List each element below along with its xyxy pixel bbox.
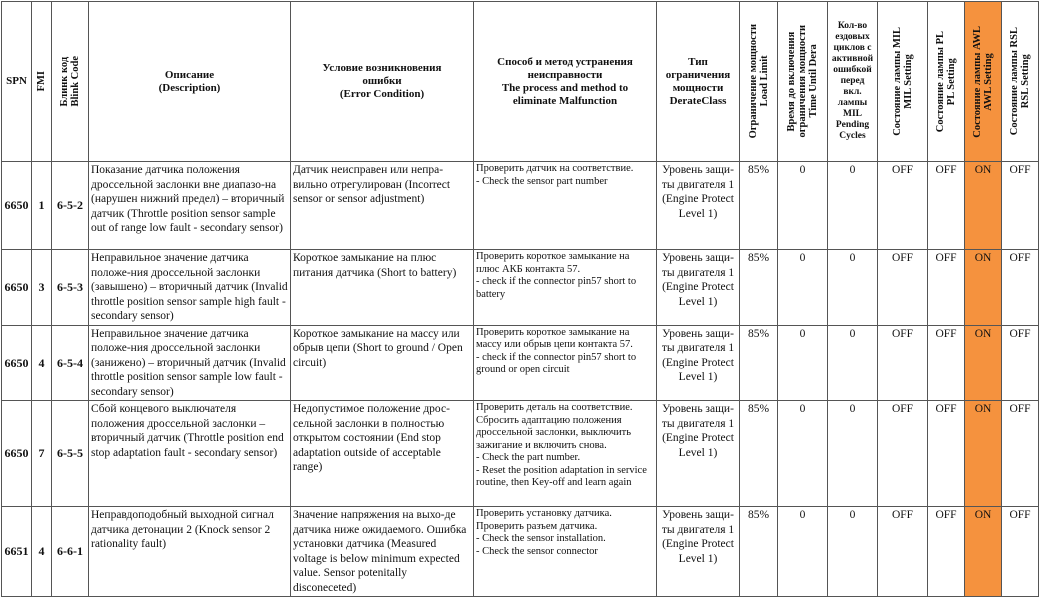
table-row: [2, 507, 1039, 597]
header-spn: SPN: [2, 2, 32, 162]
awl-cell: ON: [965, 325, 1002, 401]
awl-cell: ON: [965, 507, 1002, 597]
spn-cell: 6651: [2, 507, 32, 597]
header-derate-class: Тип ограничения мощности DerateClass: [657, 2, 740, 162]
condition-cell: Значение напряжения на выхо-де датчика ниже ожидаемого. Ошибка установки датчика (Measured voltage is below minimum expected value. Sensor potenitally disconeceted): [291, 507, 474, 597]
table-row: [2, 325, 1039, 401]
load-limit-cell: 85%: [740, 250, 778, 326]
mil-cell: OFF: [878, 325, 928, 401]
header-load-limit: Ограничение мощности Load Limit: [740, 2, 778, 162]
condition-cell: Недопустимое положение дрос-сельной заслонки в полностью открытом состоянии (End stop adaptation outside of acceptable range): [291, 401, 474, 507]
load-limit-cell: 85%: [740, 162, 778, 250]
pending-cycles-cell: 0: [828, 250, 878, 326]
blink-code-cell: 6-5-4: [52, 325, 89, 401]
time-until-derate-cell: 0: [778, 507, 828, 597]
method-cell: Проверить деталь на соответствие. Сбросить адаптацию положения дроссельной заслонки, выключить зажигание и включить снова. - Check the part number. - Reset the position adaptation in service routine, then Key-off and learn again: [474, 401, 657, 507]
rsl-cell: OFF: [1002, 507, 1039, 597]
fmi-cell: 7: [32, 401, 52, 507]
derate-class-cell: Уровень защи-ты двигателя 1 (Engine Protect Level 1): [657, 325, 740, 401]
mil-cell: OFF: [878, 250, 928, 326]
header-error-condition: Условие возникновения ошибки (Error Condition): [291, 2, 474, 162]
spn-cell: 6650: [2, 162, 32, 250]
pl-cell: OFF: [928, 250, 965, 326]
blink-code-cell: 6-5-3: [52, 250, 89, 326]
table-row: [2, 162, 1039, 250]
description-cell: Показание датчика положения дроссельной заслонки вне диапазо-на (нарушен нижний предел) – вторичный датчик (Throttle position sensor sample out of range low fault - secondary sensor): [89, 162, 291, 250]
spn-cell: 6650: [2, 401, 32, 507]
spn-cell: 6650: [2, 250, 32, 326]
method-cell: Проверить датчик на соответствие. - Check the sensor part number: [474, 162, 657, 250]
pl-cell: OFF: [928, 401, 965, 507]
mil-cell: OFF: [878, 507, 928, 597]
condition-cell: Короткое замыкание на плюс питания датчика (Short to battery): [291, 250, 474, 326]
header-blink-code: Блинк код Blink Code: [52, 2, 89, 162]
derate-class-cell: Уровень защи-ты двигателя 1 (Engine Protect Level 1): [657, 250, 740, 326]
description-cell: Неправдоподобный выходной сигнал датчика детонации 2 (Knock sensor 2 rationality fault): [89, 507, 291, 597]
time-until-derate-cell: 0: [778, 325, 828, 401]
load-limit-cell: 85%: [740, 401, 778, 507]
mil-cell: OFF: [878, 162, 928, 250]
header-awl-setting: Состояние лампы AWL AWL Setting: [965, 2, 1002, 162]
time-until-derate-cell: 0: [778, 401, 828, 507]
pl-cell: OFF: [928, 507, 965, 597]
description-cell: Неправильное значение датчика положе-ния дроссельной заслонки (занижено) – вторичный датчик (Invalid throttle position sensor sample low fault - secondary sensor): [89, 325, 291, 401]
table-row: [2, 250, 1039, 326]
blink-code-cell: 6-5-5: [52, 401, 89, 507]
header-rsl-setting: Состояние лампы RSL RSL Setting: [1002, 2, 1039, 162]
method-cell: Проверить короткое замыкание на массу или обрыв цепи контакта 57. - check if the connector pin57 short to ground or open circuit: [474, 325, 657, 401]
header-description: Описание (Description): [89, 2, 291, 162]
rsl-cell: OFF: [1002, 162, 1039, 250]
fmi-cell: 4: [32, 325, 52, 401]
load-limit-cell: 85%: [740, 507, 778, 597]
rsl-cell: OFF: [1002, 325, 1039, 401]
fmi-cell: 4: [32, 507, 52, 597]
awl-cell: ON: [965, 162, 1002, 250]
condition-cell: Короткое замыкание на массу или обрыв цепи (Short to ground / Open circuit): [291, 325, 474, 401]
method-cell: Проверить установку датчика. Проверить разъем датчика. - Check the sensor installation. - Check the sensor connector: [474, 507, 657, 597]
pending-cycles-cell: 0: [828, 401, 878, 507]
awl-cell: ON: [965, 401, 1002, 507]
derate-class-cell: Уровень защи-ты двигателя 1 (Engine Protect Level 1): [657, 507, 740, 597]
time-until-derate-cell: 0: [778, 250, 828, 326]
pending-cycles-cell: 0: [828, 325, 878, 401]
rsl-cell: OFF: [1002, 250, 1039, 326]
pending-cycles-cell: 0: [828, 162, 878, 250]
blink-code-cell: 6-6-1: [52, 507, 89, 597]
header-row: [2, 2, 1039, 162]
time-until-derate-cell: 0: [778, 162, 828, 250]
header-mil-setting: Состояние лампы MIL MIL Setting: [878, 2, 928, 162]
fmi-cell: 1: [32, 162, 52, 250]
header-method: Способ и метод устранения неисправности The process and method to eliminate Malfunction: [474, 2, 657, 162]
header-pl-setting: Состояние лампы PL PL Setting: [928, 2, 965, 162]
pl-cell: OFF: [928, 325, 965, 401]
pl-cell: OFF: [928, 162, 965, 250]
derate-class-cell: Уровень защи-ты двигателя 1 (Engine Protect Level 1): [657, 401, 740, 507]
load-limit-cell: 85%: [740, 325, 778, 401]
method-cell: Проверить короткое замыкание на плюс АКБ контакта 57. - check if the connector pin57 short to battery: [474, 250, 657, 326]
spn-cell: 6650: [2, 325, 32, 401]
awl-cell: ON: [965, 250, 1002, 326]
derate-class-cell: Уровень защи-ты двигателя 1 (Engine Protect Level 1): [657, 162, 740, 250]
rsl-cell: OFF: [1002, 401, 1039, 507]
condition-cell: Датчик неисправен или непра-вильно отрегулирован (Incorrect sensor or sensor adjustment): [291, 162, 474, 250]
fault-code-table: [1, 1, 1039, 597]
blink-code-cell: 6-5-2: [52, 162, 89, 250]
header-fmi: FMI: [32, 2, 52, 162]
fmi-cell: 3: [32, 250, 52, 326]
mil-cell: OFF: [878, 401, 928, 507]
description-cell: Неправильное значение датчика положе-ния дроссельной заслонки (завышено) – вторичный датчик (Invalid throttle position sensor sample high fault - secondary sensor): [89, 250, 291, 326]
header-time-until-derate: Время до включения ограничения мощности Time Until Dera: [778, 2, 828, 162]
table-row: [2, 401, 1039, 507]
header-pending-cycles: Кол-во ездовых циклов с активной ошибкой перед вкл. лампы MIL Pending Cycles: [828, 2, 878, 162]
description-cell: Сбой концевого выключателя положения дроссельной заслонки – вторичный датчик (Throttle position end stop adaptation fault - secondary sensor): [89, 401, 291, 507]
pending-cycles-cell: 0: [828, 507, 878, 597]
